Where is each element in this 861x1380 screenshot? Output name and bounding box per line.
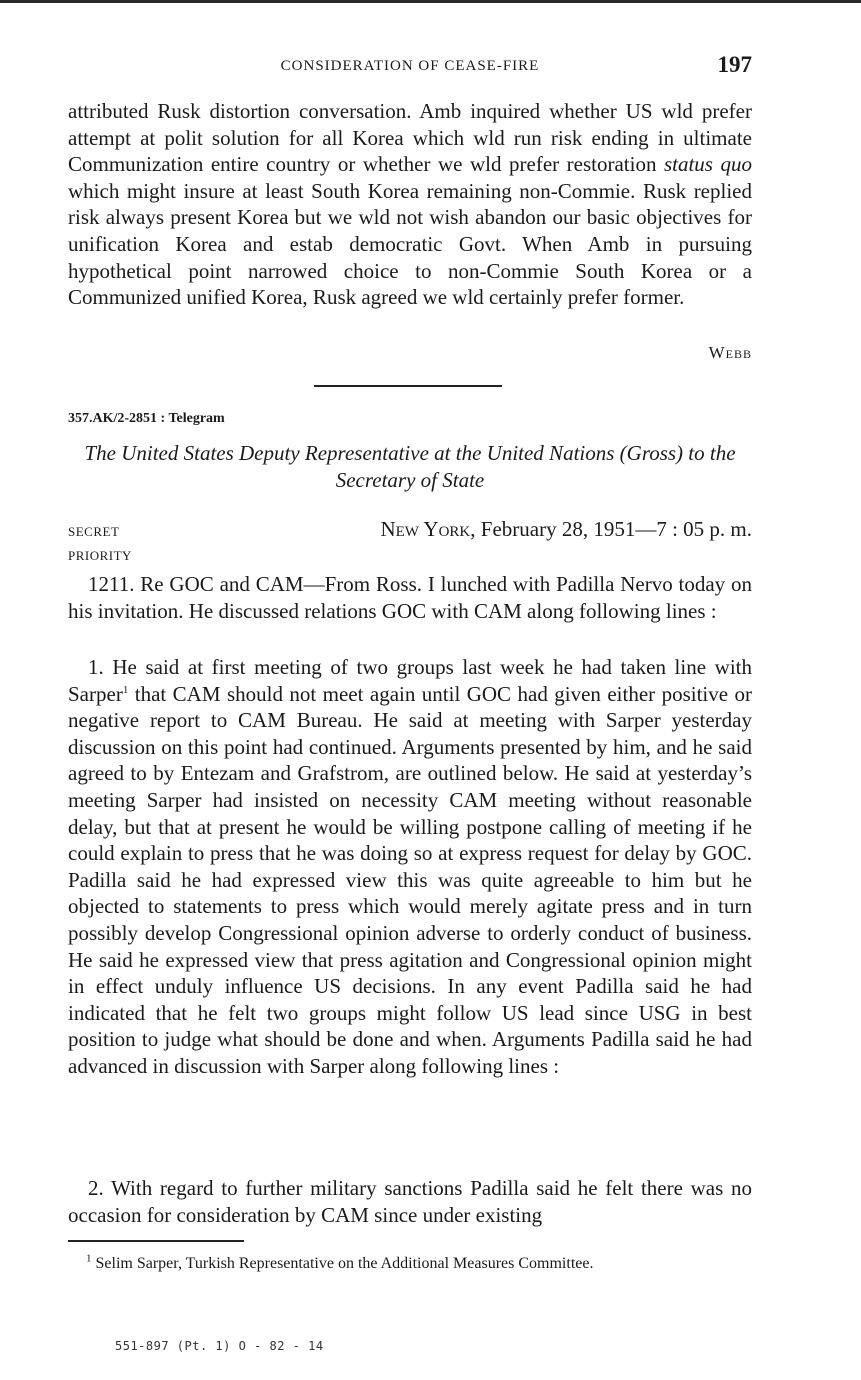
top-border-rule [0,0,861,3]
telegram-paragraph-1 [68,654,752,1080]
running-head [68,52,752,82]
paragraph-text: which might insure at least South Korea remaining non-Commie. Rusk replied risk always present Korea but we wld not wish abandon our basic objectives for unification Korea and estab democratic Govt. When Amb in pursuing hypothetical point narrowed choice to non-Commie South Korea or a Communized unified Korea, Rusk agreed we wld certainly prefer former. [68,178,752,310]
page-number: 197 [717,52,752,77]
footnote-marker: 1 [86,1252,92,1265]
classification-label: SECRET [68,524,120,539]
paragraph-text: 1. He said at first meeting of two groups last week he had taken line with Sarper [68,655,752,706]
priority-label: PRIORITY [68,548,132,563]
file-reference: 357.AK/2-2851 : Telegram [68,411,225,426]
dateline [380,517,752,542]
signature: Webb [708,343,752,362]
paragraph-text: that CAM should not meet again until GOC had given either positive or negative report to CAM Bureau. He said at meeting with Sarper yesterday discussion on this point had continued. Arguments presented by him, and he said agreed to by Entezam and Grafstrom, are outlined below. He said at yesterday’s meeting Sarper had insisted on necessity CAM meeting without reasonable delay, but that at present he would be willing postpone calling of meeting if he could explain to press that he was doing so at express request for delay by GOC. Padilla said he had expressed view this was quite agreeable to him but he objected to statements to press which would merely agitate press and in turn possibly develop Congressional opinion adverse to orderly conduct of business. He said he expressed view that press agitation and Congressional opinion might in effect unduly influence US decisions. In any event Padilla said he had indicated that he felt two groups might follow US lead since USG in best position to judge what should be done and when. Arguments Padilla said he had advanced in discussion with Sarper along following lines : [68,681,752,1078]
section-separator [314,385,502,387]
print-code: 551-897 (Pt. 1) O - 82 - 14 [115,1339,324,1353]
paragraph-continuation [68,98,752,311]
document-title: The United States Deputy Representative at the United Nations (Gross) to the Secretary of State [84,441,736,492]
footnote-rule [68,1240,244,1242]
footnote-reference: 1 [122,683,129,696]
dateline-place: New York [380,517,471,541]
running-title: CONSIDERATION OF CEASE-FIRE [280,58,540,74]
dateline-date: , February 28, 1951—7 : 05 p. m. [470,517,752,541]
footnote-text: Selim Sarper, Turkish Representative on the Additional Measures Committee. [91,1255,594,1272]
footnote [68,1252,752,1273]
paragraph-text: attributed Rusk distortion conversation. Amb inquired whether US wld prefer attempt at polit solution for all Korea which wld run risk ending in ultimate Communization entire country or whether we wld prefer restoration [68,99,752,177]
telegram-paragraph-2: 2. With regard to further military sanctions Padilla said he felt there was no occasion for consideration by CAM since under existing [68,1176,752,1227]
telegram-paragraph-intro: 1211. Re GOC and CAM—From Ross. I lunched with Padilla Nervo today on his invitation. He discussed relations GOC with CAM along following lines : [68,572,752,623]
italic-phrase: status quo [663,152,752,177]
